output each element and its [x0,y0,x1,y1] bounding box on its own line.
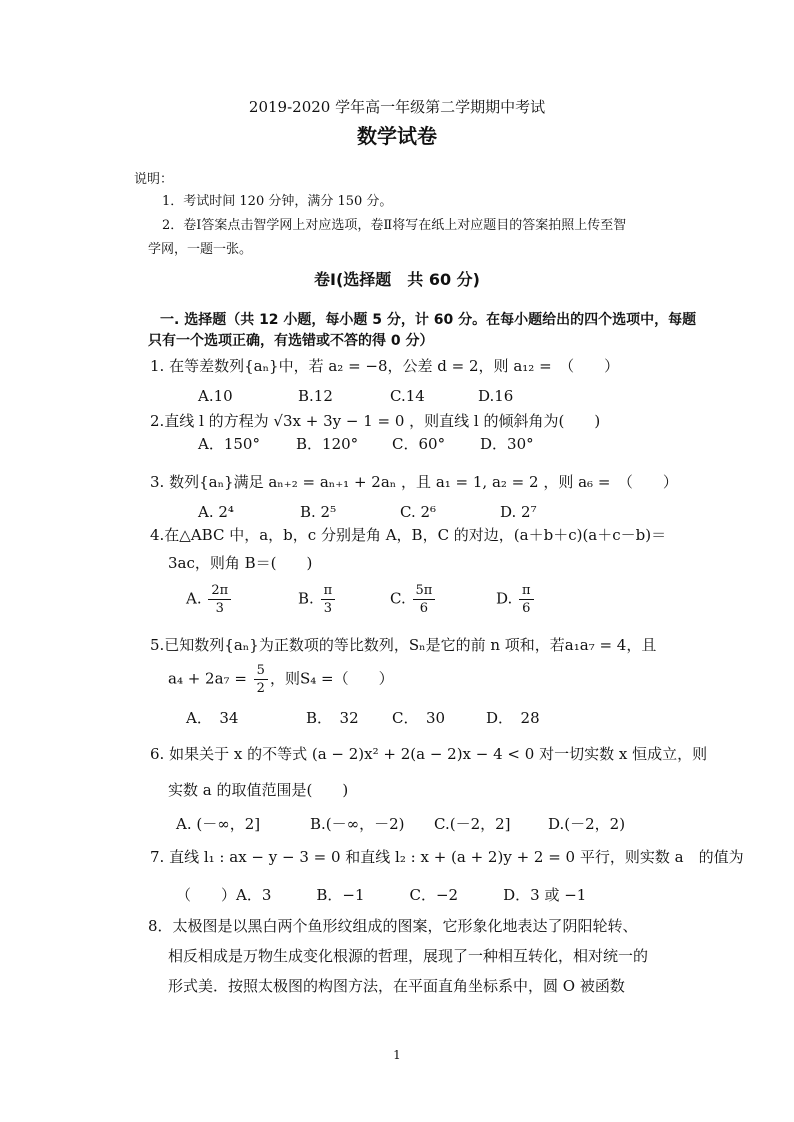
question-1-option-c: C.14 [390,387,425,405]
question-2-option-d: D．30° [480,435,534,453]
denominator: 6 [419,601,429,616]
question-8-line-2: 相反相成是万物生成变化根源的哲理，展现了一种相互转化，相对统一的 [168,947,649,965]
numerator: 5π [413,582,436,600]
option-letter: A. [186,589,202,608]
denominator: 3 [215,601,224,616]
denominator: 2 [256,681,265,696]
question-6-option-a: A. (－∞，2] [176,815,261,833]
option-letter: D. [496,589,513,608]
question-3-option-b: B. 2⁵ [300,503,337,521]
exam-title: 2019-2020 学年高一年级第二学期期中考试 [248,98,546,116]
question-4-option-d [496,582,536,617]
question-5-option-d: D． 28 [486,709,540,727]
question-4-stem-line1: 4.在△ABC 中，a，b，c 分别是角 A，B，C 的对边，(a＋b＋c)(a＋c－b)＝ [150,526,667,544]
numerator: π [519,582,534,600]
question-1-option-b: B.12 [298,387,333,405]
question-4-option-a [186,582,233,617]
question-1-option-d: D.16 [478,387,514,405]
denominator: 6 [522,601,531,616]
question-7-options: （ ）A．3 B．−1 C．−2 D．3 或 −1 [176,886,587,904]
question-3-option-c: C. 2⁶ [400,503,437,521]
section-instruction-1: 一. 选择题（共 12 小题，每小题 5 分，计 60 分。在每小题给出的四个选项中，每题 [160,312,697,328]
numerator: π [321,582,336,600]
denominator: 3 [323,601,332,616]
question-2-option-c: C．60° [392,435,446,453]
option-letter: B. [298,589,314,608]
stem-part: ，则S₄ =（ ） [269,669,394,688]
question-1-option-a: A.10 [198,387,233,405]
question-3-stem: 3. 数列{aₙ}满足 aₙ₊₂ = aₙ₊₁ + 2aₙ ，且 a₁ = 1, a₂ = 2 ，则 a₆ = （ ） [150,473,678,491]
question-8-line-1: 8．太极图是以黑白两个鱼形纹组成的图案，它形象化地表达了阴阳轮转、 [148,917,638,935]
question-7-stem: 7. 直线 l₁ : ax − y − 3 = 0 和直线 l₂ : x + (a + 2)y + 2 = 0 平行，则实数 a 的值为 [150,848,744,866]
question-8-line-3: 形式美．按照太极图的构图方法，在平面直角坐标系中，圆 O 被函数 [168,977,625,995]
fraction [519,582,534,617]
question-4-stem-line2: 3ac，则角 B＝( ) [168,554,313,572]
question-6-stem-line1: 6. 如果关于 x 的不等式 (a − 2)x² + 2(a − 2)x − 4 < 0 对一切实数 x 恒成立，则 [150,745,708,763]
fraction [321,582,336,617]
question-3-option-a: A. 2⁴ [198,503,234,521]
question-2-stem: 2.直线 l 的方程为 √3x + 3y − 1 = 0 ，则直线 l 的倾斜角为( ) [150,412,601,430]
question-5-option-a: A． 34 [186,709,239,727]
question-4-option-c [390,582,437,617]
section-title: 卷Ⅰ(选择题 共 60 分) [314,270,480,289]
exam-subject: 数学试卷 [357,124,437,148]
option-letter: C. [390,589,406,608]
note-item-3: 学网，一题一张。 [148,242,253,257]
fraction [254,662,268,697]
fraction [208,582,231,617]
question-6-option-b: B.(－∞，－2) [310,815,405,833]
numerator: 2π [208,582,231,600]
question-3-option-d: D. 2⁷ [500,503,537,521]
page-number: 1 [393,1048,401,1062]
question-6-stem-line2: 实数 a 的取值范围是( ) [168,781,349,799]
numerator: 5 [254,662,268,680]
notes-label: 说明： [134,172,174,187]
question-5-option-b: B． 32 [306,709,359,727]
question-5-stem-line1: 5.已知数列{aₙ}为正数项的等比数列，Sₙ是它的前 n 项和，若a₁a₇ = 4，且 [150,636,657,654]
fraction [413,582,436,617]
question-2-option-b: B．120° [296,435,359,453]
question-6-option-c: C.(－2，2] [434,815,511,833]
question-5-stem-line2 [168,662,394,697]
note-item-1: 1．考试时间 120 分钟，满分 150 分。 [162,194,393,209]
note-item-2: 2．卷Ⅰ答案点击智学网上对应选项，卷Ⅱ将写在纸上对应题目的答案拍照上传至智 [162,218,627,233]
question-4-option-b [298,582,337,617]
question-5-option-c: C． 30 [392,709,446,727]
question-6-option-d: D.(－2，2) [548,815,626,833]
section-instruction-2: 只有一个选项正确，有选错或不答的得 0 分） [148,333,434,349]
stem-part: a₄ + 2a₇ = [168,669,252,688]
question-1-stem: 1. 在等差数列{aₙ}中，若 a₂ = −8，公差 d = 2，则 a₁₂ = （ ） [150,357,620,375]
question-2-option-a: A．150° [198,435,260,453]
